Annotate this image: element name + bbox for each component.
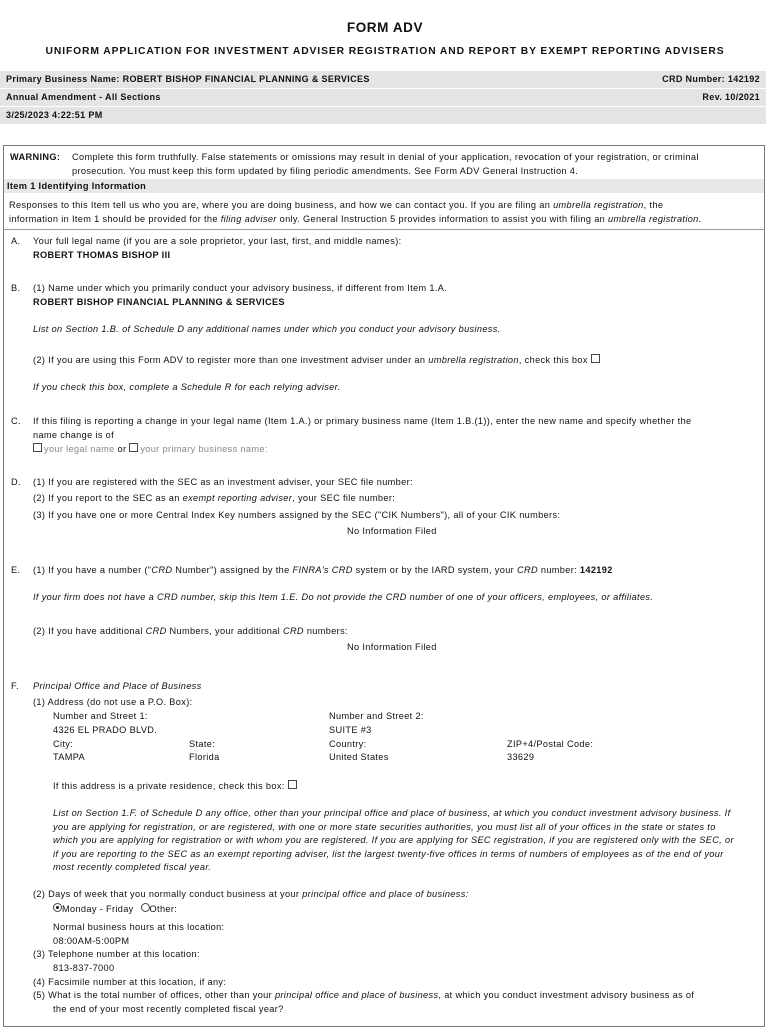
street1-value: 4326 EL PRADO BLVD.	[53, 725, 158, 735]
offices-note: List on Section 1.F. of Schedule D any office, other than your principal office and place of business, at which you conduct investment advisory business. If you are applying for registration, or are registered, with one or more state securities authorities, you must list all of your offices in the state or states to which you are applying for registration or with whom you are registered. If you are applying for SEC registration, if you are registered only with the SEC, or if you are reporting to the SEC as an exempt reporting adviser, list the largest twenty-five offices in terms of numbers of employees as of the end of your most recently completed fiscal year.	[53, 808, 734, 873]
business-name-value: ROBERT BISHOP FINANCIAL PLANNING & SERVICES	[33, 297, 285, 307]
item-b-q2: (2) If you are using this Form ADV to register more than one investment adviser under an umbrella registration, check this box	[33, 354, 602, 365]
address-question: (1) Address (do not use a P.O. Box):	[33, 697, 193, 707]
item1-intro-line-1: Responses to this Item tell us who you are, where you are doing business, and how we can contact you. If you are filing an umbrella registration, the	[9, 200, 664, 210]
item-a-letter: A.	[11, 236, 21, 246]
cik-no-info: No Information Filed	[347, 526, 437, 536]
state-label: State:	[189, 739, 216, 749]
item-b-letter: B.	[11, 283, 21, 293]
zip-label: ZIP+4/Postal Code:	[507, 739, 594, 749]
item-c-options: your legal name or your primary business name:	[33, 443, 268, 454]
city-value: TAMPA	[53, 752, 86, 762]
timestamp: 3/25/2023 4:22:51 PM	[6, 110, 103, 120]
crd-value: 142192	[579, 565, 613, 575]
legal-name-value: ROBERT THOMAS BISHOP III	[33, 250, 171, 260]
business-name-change-checkbox[interactable]	[129, 443, 138, 452]
item-b-note2: If you check this box, complete a Schedule R for each relying adviser.	[33, 382, 341, 392]
item-e-q2: (2) If you have additional CRD Numbers, your additional CRD numbers:	[33, 626, 348, 636]
item-b-q1: (1) Name under which you primarily conduct your advisory business, if different from Item 1.A.	[33, 283, 448, 293]
revision: Rev. 10/2021	[702, 92, 760, 102]
street1-label: Number and Street 1:	[53, 711, 148, 721]
country-label: Country:	[329, 739, 367, 749]
header-row-business	[0, 71, 766, 89]
item1-intro-line-2: information in Item 1 should be provided for the filing adviser only. General Instruction 5 provides information to assist you with filing an umbrella registration.	[9, 214, 702, 224]
legal-name-change-checkbox[interactable]	[33, 443, 42, 452]
days-options: Monday - Friday Other:	[53, 903, 177, 914]
item-e-q1: (1) If you have a number ("CRD Number") assigned by the FINRA's CRD system or by the IARD system, your CRD number: 142192	[33, 565, 613, 575]
hours-label: Normal business hours at this location:	[53, 922, 225, 932]
form-subtitle: UNIFORM APPLICATION FOR INVESTMENT ADVISER REGISTRATION AND REPORT BY EXEMPT REPORTING ADVISERS	[45, 46, 725, 57]
additional-crd-no-info: No Information Filed	[347, 642, 437, 652]
offices-question-line2: the end of your most recently completed fiscal year?	[53, 1004, 284, 1014]
private-residence-row: If this address is a private residence, check this box:	[53, 780, 299, 791]
monday-friday-radio[interactable]	[53, 903, 62, 912]
item1-header: Item 1 Identifying Information	[4, 179, 764, 193]
country-value: United States	[329, 752, 389, 762]
item-c-letter: C.	[11, 416, 21, 426]
crd-number: CRD Number: 142192	[662, 74, 760, 84]
street2-value: SUITE #3	[329, 725, 372, 735]
warning-line-2: prosecution. You must keep this form updated by filing periodic amendments. See Form ADV General Instruction 4.	[72, 166, 579, 176]
item-b-note1: List on Section 1.B. of Schedule D any additional names under which you conduct your advisory business.	[33, 324, 501, 334]
zip-value: 33629	[507, 752, 535, 762]
item-f-letter: F.	[11, 681, 19, 691]
days-question: (2) Days of week that you normally conduct business at your principal office and place of business:	[33, 889, 469, 899]
city-label: City:	[53, 739, 74, 749]
form-title: FORM ADV	[346, 20, 424, 35]
phone-question: (3) Telephone number at this location:	[33, 949, 200, 959]
warning-label: WARNING:	[10, 152, 61, 162]
item-a-question: Your full legal name (if you are a sole proprietor, your last, first, and middle names):	[33, 236, 402, 246]
header-row-timestamp	[0, 107, 766, 125]
state-value: Florida	[189, 752, 220, 762]
hours-value: 08:00AM-5:00PM	[53, 936, 130, 946]
header-row-amendment	[0, 89, 766, 107]
fax-question: (4) Facsimile number at this location, if any:	[33, 977, 227, 987]
item-f-heading: Principal Office and Place of Business	[33, 681, 202, 691]
item-d-letter: D.	[11, 477, 21, 487]
amendment-type: Annual Amendment - All Sections	[6, 92, 161, 102]
private-residence-checkbox[interactable]	[288, 780, 297, 789]
street2-label: Number and Street 2:	[329, 711, 424, 721]
umbrella-registration-checkbox[interactable]	[591, 354, 600, 363]
item-e-letter: E.	[11, 565, 21, 575]
item-d-q1: (1) If you are registered with the SEC as an investment adviser, your SEC file number:	[33, 477, 413, 487]
offices-question: (5) What is the total number of offices, other than your principal office and place of business, at which you conduct investment advisory business as of	[33, 990, 695, 1000]
warning-line-1: Complete this form truthfully. False statements or omissions may result in denial of your application, revocation of your registration, or criminal	[72, 152, 699, 162]
item-c-line2: name change is of	[33, 430, 115, 440]
primary-business-name: Primary Business Name: ROBERT BISHOP FINANCIAL PLANNING & SERVICES	[6, 74, 370, 84]
item-d-q2: (2) If you report to the SEC as an exempt reporting adviser, your SEC file number:	[33, 493, 396, 503]
separator	[3, 229, 765, 230]
phone-value: 813-837-7000	[53, 963, 115, 973]
item-c-line1: If this filing is reporting a change in your legal name (Item 1.A.) or primary business name (Item 1.B.(1)), enter the new name and specify whether the	[33, 416, 692, 426]
item-e-note: If your firm does not have a CRD number, skip this Item 1.E. Do not provide the CRD number of one of your officers, employees, or affiliates.	[33, 592, 654, 602]
item-d-q3: (3) If you have one or more Central Index Key numbers assigned by the SEC ("CIK Numbers"), all of your CIK numbers:	[33, 510, 561, 520]
other-days-radio[interactable]	[141, 903, 150, 912]
